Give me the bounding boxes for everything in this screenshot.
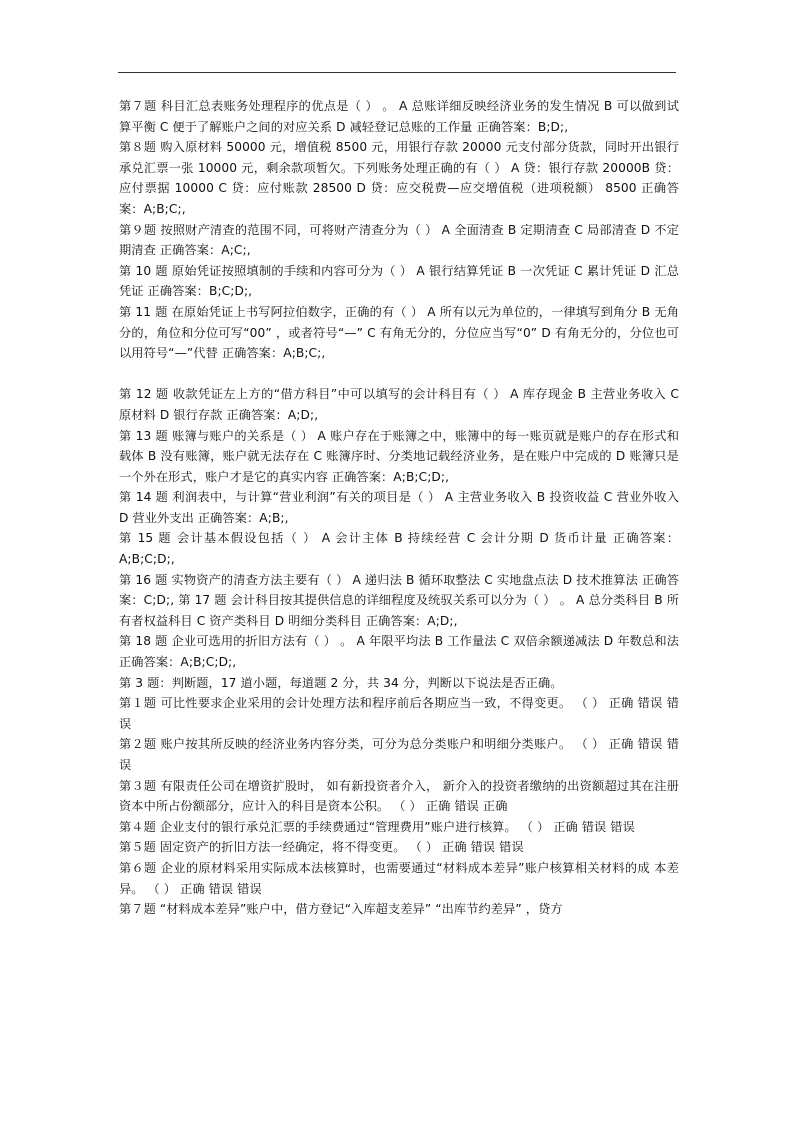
blank-line — [119, 364, 679, 385]
question-15: 第 15 题 会计基本假设包括（ ） A 会计主体 B 持续经营 C 会计分期 D 货币计量 正确答案：A;B;C;D;, — [119, 531, 679, 567]
question-8: 第８题 购入原材料 50000 元，增值税 8500 元，用银行存款 20000 元支付部分货款，同时开出银行 承兑汇票一张 10000 元，剩余款项暂欠。下列账务处理正确的有（ ） A 贷：银行存款 20000B 贷：应付票据 10000 C 贷：应付账款 28500 D 贷：应交税费—应交增值税（进项税额） 8500 正确答案：A;B;C;, — [119, 140, 679, 216]
header-rule — [118, 72, 676, 73]
question-14: 第 14 题 利润表中，与计算“营业利润”有关的项目是（ ） A 主营业务收入 B 投资收益 C 营业外收入 D 营业外支出 正确答案：A;B;, — [119, 490, 679, 525]
judgment-4: 第４题 企业支付的银行承兑汇票的手续费通过“管理费用”账户进行核算。 （ ） 正确 错误 错误 — [119, 819, 635, 834]
question-10: 第 10 题 原始凭证按照填制的手续和内容可分为（ ） A 银行结算凭证 B 一次凭证 C 累计凭证 D 汇总凭证 正确答案：B;C;D;, — [119, 263, 679, 299]
judgment-1: 第１题 可比性要求企业采用的会计处理方法和程序前后各期应当一致，不得变更。 （ ） 正确 错误 错误 — [119, 696, 679, 731]
question-7: 第７题 科目汇总表账务处理程序的优点是（ ） 。 A 总账详细反映经济业务的发生情况 B 可以做到试算平衡 C 便于了解账户之间的对应关系 D 减轻登记总账的工作量 正确答案：B;D;, — [119, 99, 679, 134]
question-9: 第９题 按照财产清查的范围不同，可将财产清查分为（ ） A 全面清查 B 定期清查 C 局部清查 D 不定期清查 正确答案：A;C;, — [119, 222, 679, 258]
question-13: 第 13 题 账簿与账户的关系是（ ） A 账户存在于账簿之中，账簿中的每一账页就是账户的存在形式和载体 B 没有账簿，账户就无法存在 C 账簿序时、分类地记载经济业务，是在账户中完成的 D 账簿只是一个外在形式，账户才是它的真实内容 正确答案：A;B;C;D;, — [119, 428, 679, 484]
judgment-5: 第５题 固定资产的折旧方法一经确定，将不得变更。 （ ） 正确 错误 错误 — [119, 840, 524, 855]
judgment-7: 第７题 “材料成本差异”账户中，借方登记“入库超支差异” “出库节约差异” ，贷方 — [119, 902, 563, 917]
question-12: 第 12 题 收款凭证左上方的“借方科目”中可以填写的会计科目有（ ） A 库存现金 B 主营业务收入 C 原材料 D 银行存款 正确答案：A;D;, — [119, 387, 679, 422]
judgment-6: 第６题 企业的原材料采用实际成本法核算时，也需要通过“材料成本差异”账户核算相关材料的成 本差异。 （ ） 正确 错误 错误 — [119, 860, 679, 896]
question-11: 第 11 题 在原始凭证上书写阿拉伯数字，正确的有（ ） A 所有以元为单位的，一律填写到角分 B 无角分的，角位和分位可写“00” ，或者符号“—” C 有角无分的，分位应当写“0” D 有角无分的，分位也可以用符号“—”代替 正确答案：A;B;C;, — [119, 304, 679, 361]
judgment-2: 第２题 账户按其所反映的经济业务内容分类，可分为总分类账户和明细分类账户。 （ ） 正确 错误 错误 — [119, 737, 679, 772]
judgment-3: 第３题 有限责任公司在增资扩股时， 如有新投资者介入， 新介入的投资者缴纳的出资额超过其在注册资本中所占份额部分，应计入的科目是资本公积。 （ ） 正确 错误 正确 — [119, 778, 679, 814]
question-16-17: 第 16 题 实物资产的清查方法主要有（ ） A 递归法 B 循环取整法 C 实地盘点法 D 技术推算法 正确答案：C;D;, 第 17 题 会计科目按其提供信息的详细程度及统驭关系可以分为（ ） 。 A 总分类科目 B 所有者权益科目 C 资产类科目 D 明细分类科目 正确答案：A;D;, — [119, 572, 679, 628]
question-18: 第 18 题 企业可选用的折旧方法有（ ） 。 A 年限平均法 B 工作量法 C 双倍余额递减法 D 年数总和法 正确答案：A;B;C;D;, — [119, 634, 679, 670]
document-body — [119, 96, 679, 920]
section-3-heading: 第 3 题：判断题，17 道小题，每道题 2 分，共 34 分，判断以下说法是否正确。 — [119, 675, 563, 690]
